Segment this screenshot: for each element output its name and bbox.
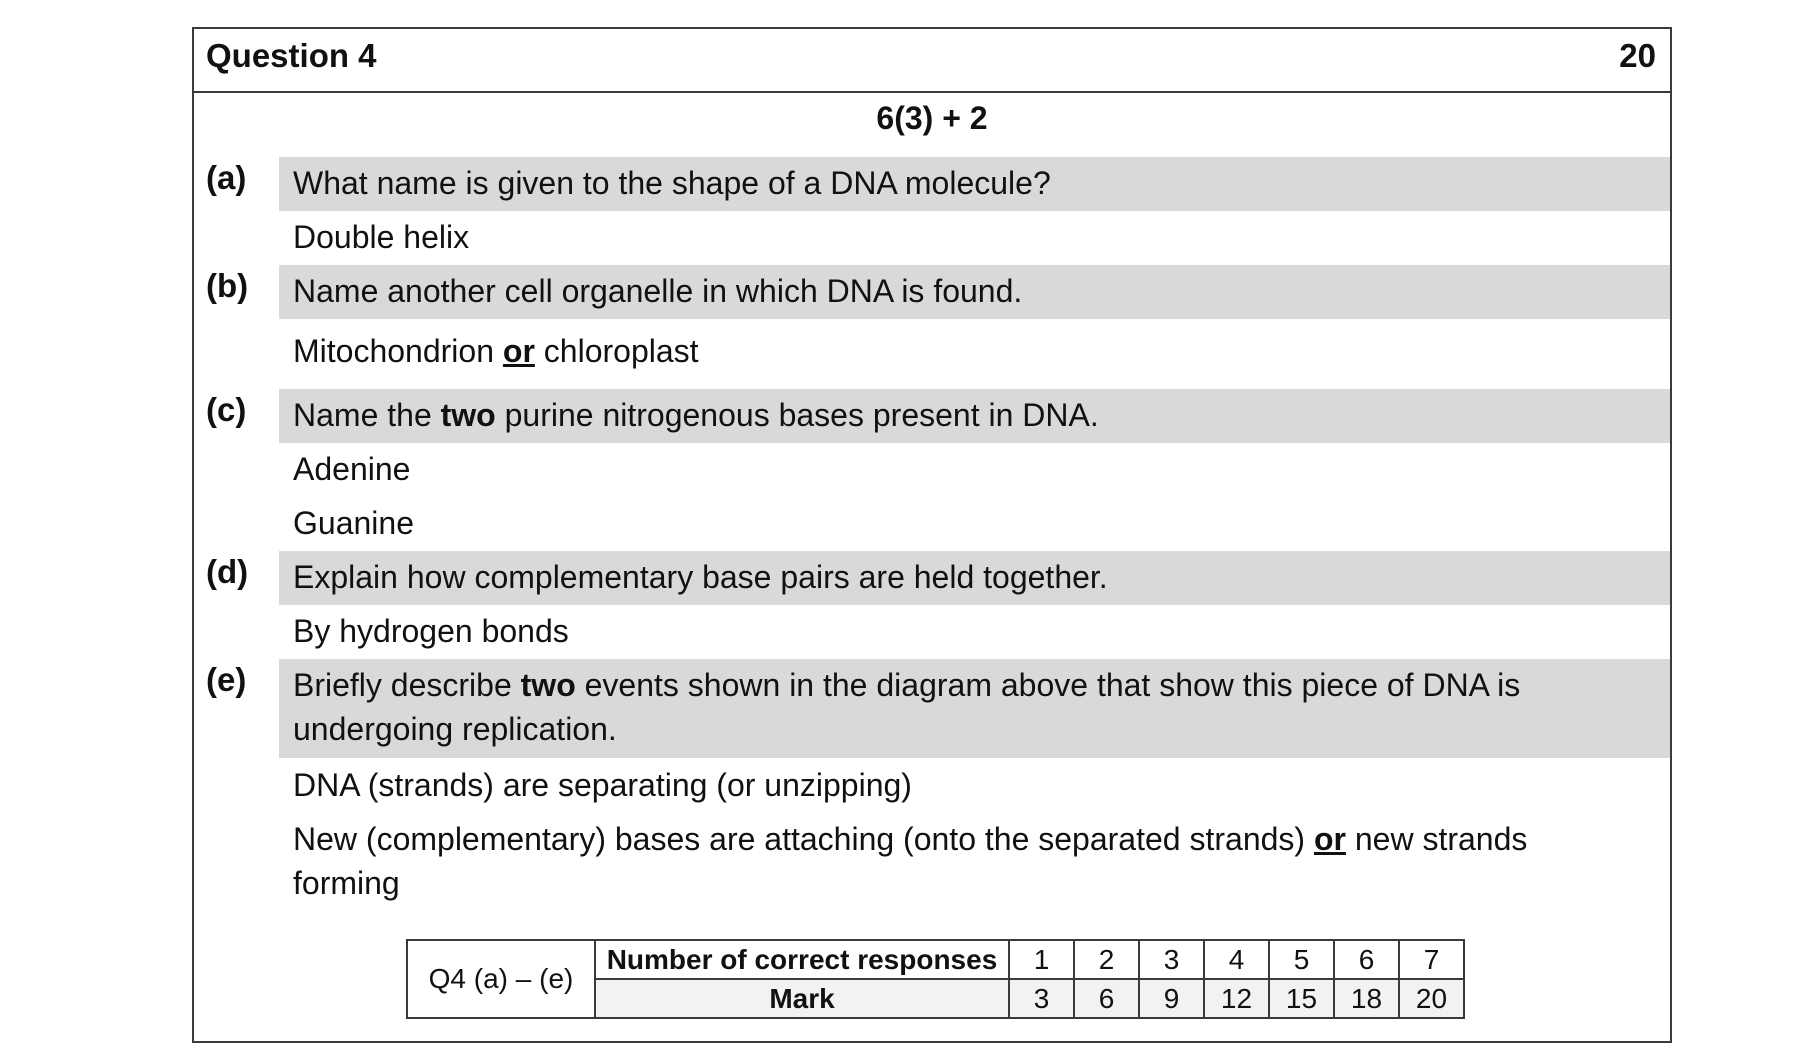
question-total-marks: 20 [1619, 37, 1656, 74]
part-d-answer: By hydrogen bonds [293, 613, 569, 649]
part-d-question: Explain how complementary base pairs are held together. [279, 551, 1670, 605]
marks-cell: 3 [1009, 979, 1074, 1018]
part-d-label: (d) [206, 553, 249, 590]
part-e-answer-2-or: or [1313, 821, 1346, 857]
mark-allocation-table [406, 939, 1465, 1019]
marks-cell: 20 [1399, 979, 1464, 1018]
question-header [194, 29, 1670, 93]
responses-cell: 1 [1009, 940, 1074, 979]
part-b-label: (b) [206, 267, 249, 304]
part-c-question-end: purine nitrogenous bases present in DNA. [495, 397, 1099, 433]
part-e-label: (e) [206, 661, 247, 698]
part-e-question [279, 659, 1670, 758]
part-a-question: What name is given to the shape of a DNA molecule? [279, 157, 1670, 211]
part-b-question: Name another cell organelle in which DNA is found. [279, 265, 1670, 319]
part-a-label: (a) [206, 159, 247, 196]
marks-header: Mark [595, 979, 1009, 1018]
part-b-answer-start: Mitochondrion [293, 333, 503, 369]
part-c-label: (c) [206, 391, 247, 428]
responses-cell: 7 [1399, 940, 1464, 979]
responses-cell: 2 [1074, 940, 1139, 979]
marks-cell: 12 [1204, 979, 1269, 1018]
question-box [192, 27, 1672, 1043]
marks-cell: 9 [1139, 979, 1204, 1018]
marks-cell: 6 [1074, 979, 1139, 1018]
part-a-answer: Double helix [293, 219, 470, 255]
part-c-answer-1: Adenine [293, 451, 411, 487]
responses-cell: 3 [1139, 940, 1204, 979]
part-b-answer [293, 329, 1610, 373]
part-e-answer-1: DNA (strands) are separating (or unzipping) [293, 767, 912, 803]
responses-row [407, 940, 1464, 979]
part-c-question [279, 389, 1670, 443]
responses-cell: 4 [1204, 940, 1269, 979]
part-b-answer-or: or [502, 333, 535, 369]
part-e-question-emph: two [520, 667, 576, 703]
marks-cell: 15 [1269, 979, 1334, 1018]
part-e-answer-2-start: New (complementary) bases are attaching (onto the separated strands) [293, 821, 1314, 857]
part-e-question-start: Briefly describe [293, 667, 521, 703]
table-row-label: Q4 (a) – (e) [407, 940, 595, 1018]
part-e-answer-2 [293, 817, 1610, 905]
part-c-answer-2: Guanine [293, 505, 414, 541]
part-e-question-end: events shown in the diagram above that show this piece of DNA is undergoing replication. [293, 667, 1521, 747]
part-b-answer-end: chloroplast [534, 333, 699, 369]
responses-cell: 6 [1334, 940, 1399, 979]
part-c-question-start: Name the [293, 397, 441, 433]
responses-cell: 5 [1269, 940, 1334, 979]
marking-formula: 6(3) + 2 [876, 100, 988, 136]
part-e-answer-2-end: new strands forming [293, 821, 1528, 901]
part-c-question-emph: two [440, 397, 496, 433]
marks-cell: 18 [1334, 979, 1399, 1018]
question-title: Question 4 [206, 37, 377, 74]
responses-header: Number of correct responses [595, 940, 1009, 979]
